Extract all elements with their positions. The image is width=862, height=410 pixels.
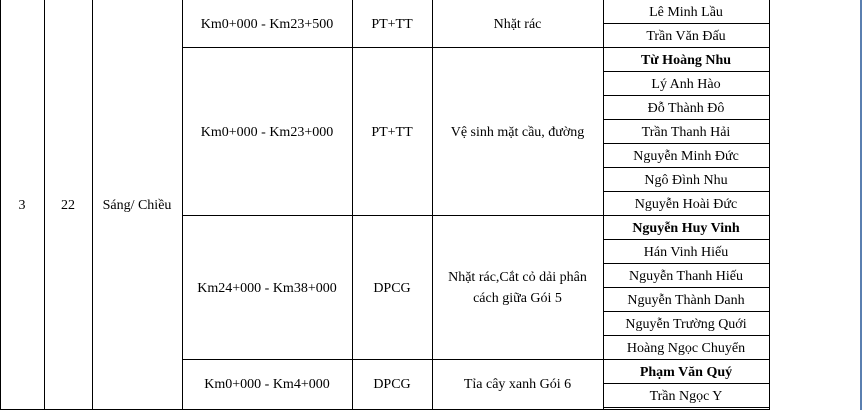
- column-border: [432, 0, 433, 410]
- name-cell[interactable]: Hoàng Ngọc Chuyển: [626, 340, 746, 356]
- row-border: [603, 335, 769, 336]
- name-cell[interactable]: Lê Minh Lầu: [649, 4, 723, 20]
- name-cell[interactable]: Nguyễn Thanh Hiếu: [628, 268, 744, 284]
- route-cell[interactable]: Km0+000 - Km23+500: [200, 16, 334, 32]
- task-cell[interactable]: Nhặt rác: [493, 16, 542, 32]
- route-cell[interactable]: Km24+000 - Km38+000: [197, 280, 337, 296]
- row-border: [603, 359, 769, 360]
- name-cell[interactable]: Nguyễn Hoài Đức: [634, 196, 738, 212]
- stt-cell[interactable]: 3: [18, 197, 26, 213]
- unit-cell[interactable]: DPCG: [373, 280, 411, 296]
- name-cell[interactable]: Ngô Đình Nhu: [644, 172, 728, 188]
- unit-cell[interactable]: DPCG: [373, 376, 411, 392]
- row-border: [603, 239, 769, 240]
- group-border: [182, 47, 603, 48]
- row-border: [603, 215, 769, 216]
- name-cell[interactable]: Nguyễn Thành Danh: [627, 292, 745, 308]
- row-border: [603, 287, 769, 288]
- row-border: [603, 167, 769, 168]
- name-cell[interactable]: Lý Anh Hào: [651, 76, 721, 92]
- name-cell[interactable]: Trần Văn Đấu: [646, 28, 726, 44]
- column-border: [352, 0, 353, 410]
- unit-cell[interactable]: PT+TT: [371, 124, 413, 140]
- unit-cell[interactable]: PT+TT: [371, 16, 413, 32]
- column-border: [0, 0, 1, 410]
- name-cell[interactable]: Hán Vinh Hiếu: [643, 244, 729, 260]
- row-border: [603, 311, 769, 312]
- name-cell[interactable]: Đỗ Thành Đô: [647, 100, 725, 116]
- count-cell[interactable]: 22: [61, 197, 75, 213]
- name-cell[interactable]: Nguyễn Trường Quới: [625, 316, 747, 332]
- task-cell[interactable]: Vệ sinh mặt cầu, đường: [450, 124, 585, 140]
- group-border: [182, 359, 603, 360]
- column-border: [603, 0, 604, 410]
- row-border: [603, 143, 769, 144]
- name-cell[interactable]: Từ Hoàng Nhu: [640, 52, 732, 68]
- row-border: [603, 191, 769, 192]
- shift-cell[interactable]: Sáng/ Chiều: [102, 197, 172, 213]
- row-border: [603, 383, 769, 384]
- column-border: [44, 0, 45, 410]
- name-cell[interactable]: Trần Thanh Hải: [641, 124, 731, 140]
- column-border: [182, 0, 183, 410]
- row-border: [603, 71, 769, 72]
- column-border: [769, 0, 770, 410]
- name-cell[interactable]: Trần Ngọc Y: [649, 388, 723, 404]
- route-cell[interactable]: Km0+000 - Km4+000: [204, 376, 330, 392]
- row-border: [603, 407, 769, 408]
- row-border: [603, 47, 769, 48]
- name-cell[interactable]: Nguyễn Huy Vinh: [632, 220, 740, 236]
- row-border: [603, 95, 769, 96]
- row-border: [603, 23, 769, 24]
- route-cell[interactable]: Km0+000 - Km23+000: [200, 124, 334, 140]
- row-border: [603, 263, 769, 264]
- task-cell[interactable]: Nhặt rác,Cắt cỏ dải phân cách giữa Gói 5: [448, 270, 587, 306]
- name-cell[interactable]: Nguyễn Minh Đức: [633, 148, 739, 164]
- task-cell[interactable]: Tỉa cây xanh Gói 6: [463, 376, 572, 392]
- row-border: [603, 119, 769, 120]
- name-cell[interactable]: Phạm Văn Quý: [639, 364, 733, 380]
- group-border: [182, 215, 603, 216]
- column-border: [92, 0, 93, 410]
